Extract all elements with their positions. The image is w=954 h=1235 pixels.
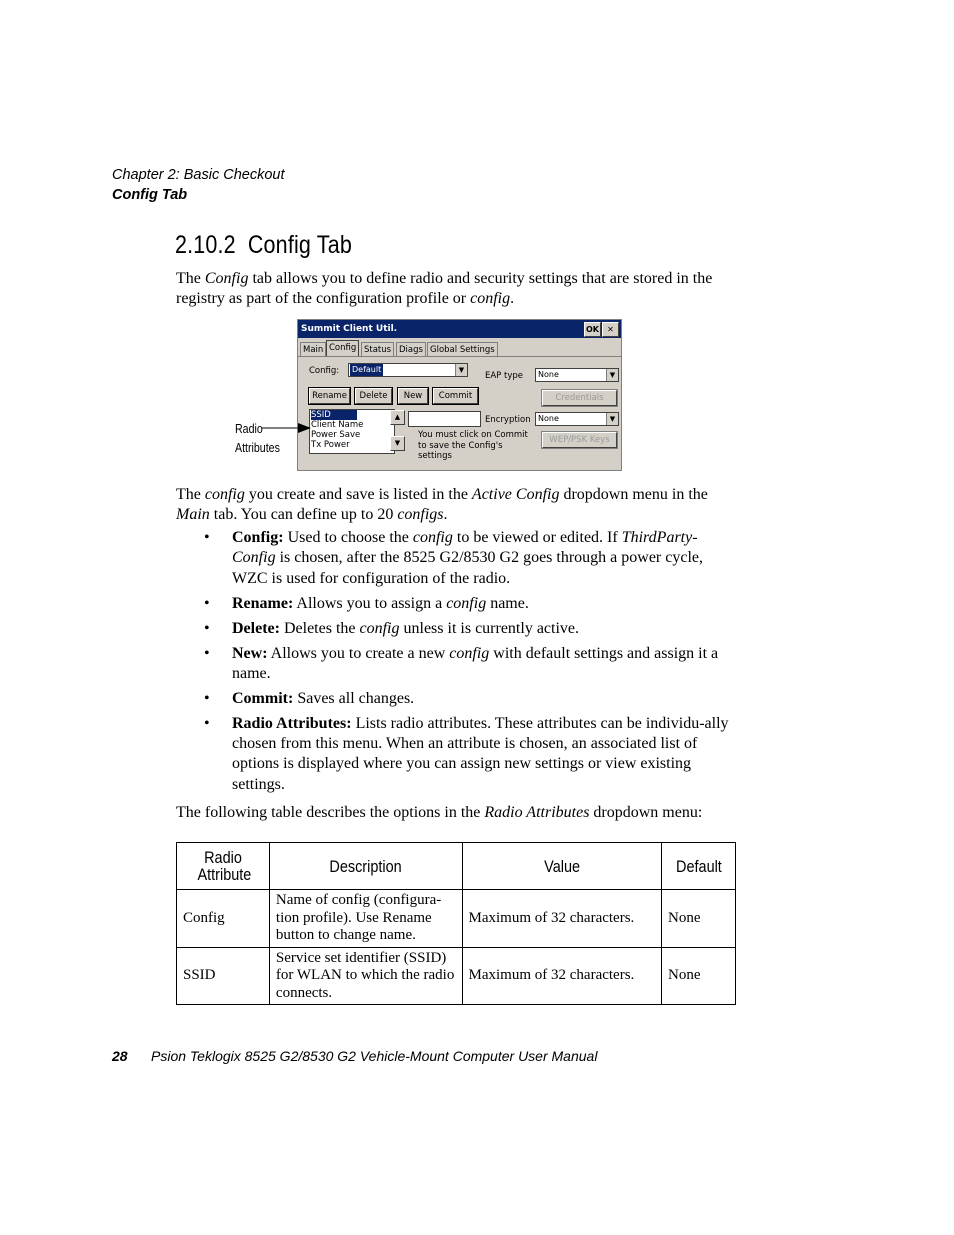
wep-psk-keys-button[interactable]: WEP/PSK Keys bbox=[542, 432, 617, 448]
encryption-label: Encryption bbox=[485, 415, 531, 425]
attribute-value-field[interactable] bbox=[408, 411, 481, 427]
column-header: Default bbox=[662, 843, 736, 890]
column-header: Radio Attribute bbox=[177, 843, 270, 890]
radio-attributes-callout: Radio Attributes bbox=[235, 422, 280, 455]
chevron-down-icon: ▼ bbox=[455, 364, 467, 376]
list-item[interactable]: Tx Power bbox=[311, 440, 350, 450]
table-intro-paragraph: The following table describes the options in the Radio Attributes dropdown menu: bbox=[176, 804, 703, 821]
scroll-down-icon[interactable]: ▼ bbox=[390, 436, 405, 451]
rename-button[interactable]: Rename bbox=[309, 388, 350, 404]
config-dropdown[interactable] bbox=[348, 363, 468, 377]
page-number: 28 bbox=[112, 1048, 128, 1064]
tab-config[interactable]: Config bbox=[326, 340, 359, 357]
tab-panel-edge bbox=[298, 356, 621, 357]
table-row bbox=[177, 890, 736, 948]
config-label: Config: bbox=[309, 366, 340, 376]
column-header: Description bbox=[269, 843, 462, 890]
table-cell: None bbox=[662, 890, 736, 948]
tab-status[interactable]: Status bbox=[361, 342, 394, 357]
column-header: Value bbox=[462, 843, 661, 890]
new-button[interactable]: New bbox=[398, 388, 428, 404]
list-item: • Rename: Allows you to assign a config name. bbox=[204, 594, 529, 612]
window-title: Summit Client Util. bbox=[301, 324, 398, 334]
feature-list bbox=[176, 528, 738, 800]
section-header: Config Tab bbox=[112, 187, 188, 203]
credentials-button[interactable]: Credentials bbox=[542, 390, 617, 406]
chevron-down-icon: ▼ bbox=[606, 413, 618, 425]
encryption-dropdown[interactable] bbox=[535, 412, 619, 426]
radio-attributes-list[interactable] bbox=[309, 409, 395, 454]
list-item: • Delete: Deletes the config unless it is currently active. bbox=[204, 619, 580, 637]
table-cell: Service set identifier (SSID) for WLAN to which the radio connects. bbox=[269, 948, 462, 1005]
config-dropdown-value: Default bbox=[352, 365, 382, 374]
eap-type-dropdown[interactable] bbox=[535, 368, 619, 382]
table-row bbox=[177, 948, 736, 1005]
chevron-down-icon: ▼ bbox=[606, 369, 618, 381]
config-paragraph: The config you create and save is listed in the Active Config dropdown menu in the Main tab. You can define up to 20 configs. bbox=[176, 486, 708, 524]
table-cell: Maximum of 32 characters. bbox=[462, 890, 661, 948]
delete-button[interactable]: Delete bbox=[355, 388, 392, 404]
eap-type-label: EAP type bbox=[485, 371, 524, 381]
callout-arrow-icon bbox=[262, 420, 312, 436]
commit-button[interactable]: Commit bbox=[433, 388, 478, 404]
list-item[interactable]: Client Name bbox=[311, 420, 364, 430]
encryption-value: None bbox=[538, 414, 559, 423]
list-item[interactable]: SSID bbox=[311, 410, 357, 420]
tab-global-settings[interactable]: Global Settings bbox=[427, 342, 498, 357]
section-title-text: Config Tab bbox=[247, 231, 352, 259]
eap-type-value: None bbox=[538, 370, 559, 379]
list-item: • Commit: Saves all changes. bbox=[204, 689, 415, 707]
scroll-up-icon[interactable]: ▲ bbox=[390, 410, 405, 425]
list-item: • Radio Attributes: Lists radio attributes. These attributes can be individu-ally chosen from this menu. When an attribute is chosen, an associated list of options is displayed where you can assign new settings or view existing settings. bbox=[204, 714, 729, 793]
close-button[interactable]: ✕ bbox=[602, 322, 619, 337]
tab-diags[interactable]: Diags bbox=[396, 342, 426, 357]
radio-attributes-table bbox=[176, 842, 736, 1005]
section-title bbox=[175, 231, 352, 260]
intro-paragraph: The Config tab allows you to define radio and security settings that are stored in the registry as part of the configuration profile or config. bbox=[176, 270, 713, 308]
table-cell: SSID bbox=[177, 948, 270, 1005]
list-item: • New: Allows you to create a new config with default settings and assign it a name. bbox=[204, 644, 719, 682]
summit-client-screenshot bbox=[297, 319, 622, 471]
table-cell: Name of config (configura-tion profile). Use Rename button to change name. bbox=[269, 890, 462, 948]
footer-title: Psion Teklogix 8525 G2/8530 G2 Vehicle-Mount Computer User Manual bbox=[151, 1048, 598, 1064]
section-number: 2.10.2 bbox=[175, 231, 236, 259]
ok-button[interactable]: OK bbox=[584, 322, 601, 337]
list-item[interactable]: Power Save bbox=[311, 430, 361, 440]
table-header-row bbox=[177, 843, 736, 890]
window-titlebar bbox=[298, 320, 621, 338]
table-cell: Config bbox=[177, 890, 270, 948]
list-item: • Config: Used to choose the config to be viewed or edited. If ThirdParty-Config is chosen, after the 8525 G2/8530 G2 goes through a power cycle, WZC is used for configuration of the radio. bbox=[204, 529, 704, 587]
tab-main[interactable]: Main bbox=[300, 342, 326, 357]
table-cell: None bbox=[662, 948, 736, 1005]
commit-note: You must click on Commit to save the Config's settings bbox=[418, 430, 528, 461]
table-cell: Maximum of 32 characters. bbox=[462, 948, 661, 1005]
chapter-header: Chapter 2: Basic Checkout bbox=[112, 167, 285, 183]
